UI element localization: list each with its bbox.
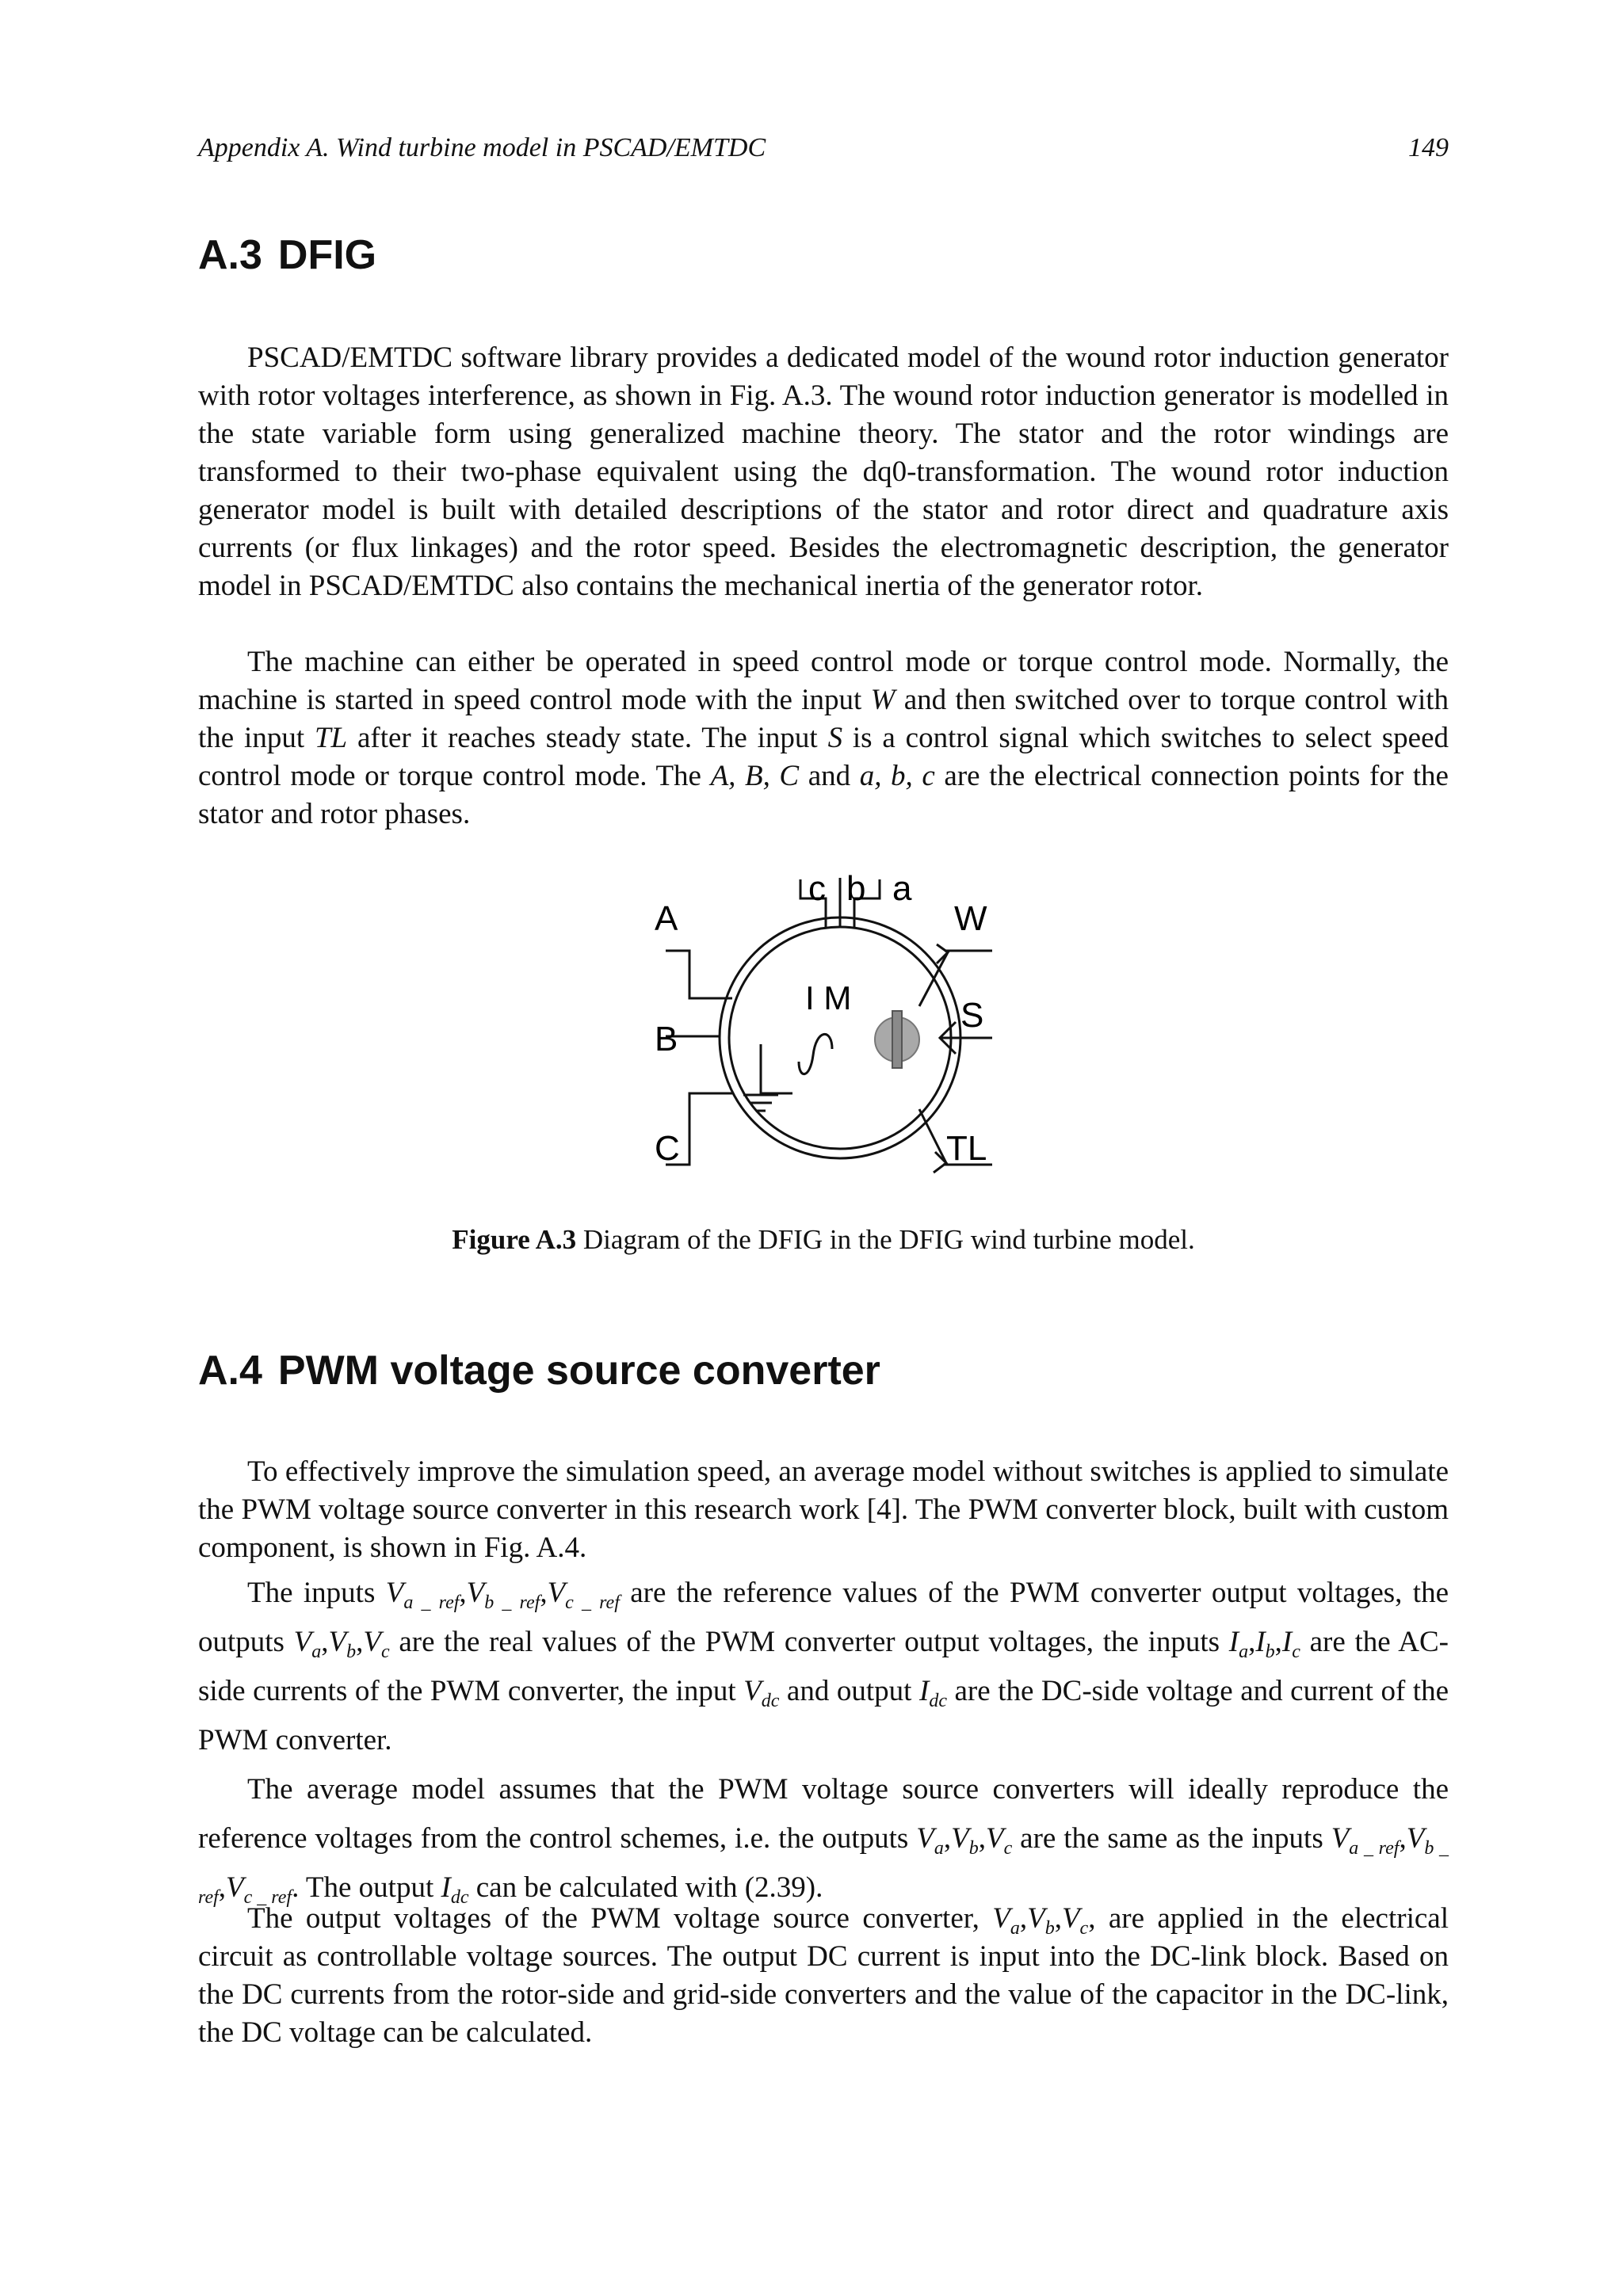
math-var: V: [466, 1577, 485, 1609]
figure-caption: [198, 1224, 1449, 1256]
comma: ,: [356, 1626, 364, 1658]
label-TL: TL: [946, 1129, 987, 1168]
text-run: The machine can either be operated in speed control mode or torque control mode. Normally, the machine is started in speed control mode with the input: [198, 646, 1449, 716]
subscript: a: [311, 1642, 322, 1662]
math-var: V: [363, 1626, 381, 1658]
subscript: a _ ref: [1349, 1838, 1400, 1859]
subscript: b _ ref: [484, 1592, 540, 1613]
comma: ,: [943, 1822, 952, 1855]
math-var: I: [1255, 1626, 1266, 1658]
math-var: I: [918, 1675, 930, 1707]
text-run: can be calculated with (2.39).: [468, 1871, 823, 1904]
label-rotor-b: b: [846, 871, 866, 908]
paragraph-a4-4: [198, 1900, 1449, 2052]
label-W: W: [954, 899, 987, 938]
page-number: 149: [1408, 133, 1449, 162]
math-var: V: [328, 1626, 347, 1658]
text-run: and then switched over to torque control with the input: [198, 684, 1449, 754]
text-run: is a control signal which switches to select speed control mode or torque control mode. The: [198, 722, 1449, 792]
subscript: a: [1010, 1918, 1020, 1939]
subscript: c _ ref: [243, 1887, 292, 1908]
paragraph-a4-1: To effectively improve the simulation speed, an average model without switches is applied to simulate the PWM voltage source converter in this research work [4]. The PWM converter block, built with custom component, is shown in Fig. A.4.: [198, 1455, 1449, 1564]
text-run: are the AC-side currents of the PWM converter, the input: [198, 1626, 1449, 1707]
section-number: A.3: [198, 232, 262, 278]
subscript: c: [380, 1642, 390, 1662]
math-symbol: TL: [314, 722, 348, 754]
subscript: b: [346, 1642, 357, 1662]
label-B: B: [655, 1020, 678, 1058]
text-run: and output: [779, 1675, 919, 1707]
ground-icon: [761, 1044, 792, 1093]
text-run: The average model assumes that the PWM voltage source converters will ideally reproduce the reference voltages from the control schemes, i.e. the outputs: [198, 1773, 1449, 1855]
comma: ,: [321, 1626, 329, 1658]
math-var: V: [985, 1822, 1004, 1855]
text-run: are the real values of the PWM converter output voltages, the inputs: [389, 1626, 1229, 1658]
text-run: , are applied in the electrical circuit as controllable voltage sources. The output DC current is input into the DC-link block. Based on the DC currents from the rotor-side and grid-side converters and the value of the capacitor in the DC-link, the DC voltage can be calculated.: [198, 1902, 1449, 2049]
label-rotor-a: a: [892, 871, 912, 908]
section-number: A.4: [198, 1348, 262, 1394]
comma: ,: [1399, 1822, 1407, 1855]
math-var: V: [226, 1871, 244, 1904]
text-run: and: [799, 760, 860, 792]
math-var: V: [1027, 1902, 1045, 1935]
paragraph-a4-3: [198, 1765, 1449, 1913]
subscript: a _ ref: [403, 1592, 460, 1613]
math-var: V: [293, 1626, 312, 1658]
running-title: Appendix A. Wind turbine model in PSCAD/EMTDC: [198, 133, 766, 162]
math-var: V: [385, 1577, 404, 1609]
subscript: c: [1079, 1918, 1089, 1939]
math-var: V: [916, 1822, 934, 1855]
math-var: V: [992, 1902, 1010, 1935]
text-run: . The output: [292, 1871, 441, 1904]
subscript: b _ ref: [198, 1838, 1449, 1908]
label-A: A: [655, 899, 678, 938]
subscript: b: [1265, 1642, 1275, 1662]
ac-sine-icon: [799, 1034, 832, 1074]
text-run: are the electrical connection points for the stator and rotor phases.: [198, 760, 1449, 830]
text-run: The inputs: [247, 1577, 386, 1609]
math-symbol: a, b, c: [859, 760, 935, 792]
text-run: after it reaches steady state. The input: [347, 722, 828, 754]
paragraph-a3-2: [198, 643, 1449, 833]
label-IM: I M: [805, 979, 852, 1016]
comma: ,: [459, 1577, 467, 1609]
text-run: are the DC-side voltage and current of the PWM converter.: [198, 1675, 1449, 1756]
machine-outer-circle: [720, 917, 960, 1158]
paragraph-a3-1: PSCAD/EMTDC software library provides a dedicated model of the wound rotor induction generator with rotor voltages interference, as shown in Fig. A.3. The wound rotor induction generator is modelled in the state variable form using generalized machine theory. The stator and the rotor windings are transformed to their two-phase equivalent using the dq0-transformation. The wound rotor induction generator model is built with detailed descriptions of the stator and rotor direct and quadrature axis currents (or flux linkages) and the rotor speed. Besides the electromagnetic description, the generator model in PSCAD/EMTDC also contains the mechanical inertia of the generator rotor.: [198, 341, 1449, 602]
subscript: c _ ref: [565, 1592, 620, 1613]
math-var: V: [1331, 1822, 1350, 1855]
section-title: DFIG: [277, 232, 377, 278]
subscript: c: [1292, 1642, 1300, 1662]
comma: ,: [540, 1577, 548, 1609]
subscript: a: [934, 1838, 944, 1859]
input-tl-line: [919, 1109, 946, 1163]
text-run: The output voltages of the PWM voltage source converter,: [247, 1902, 993, 1935]
label-S: S: [960, 996, 984, 1035]
text-run: are the same as the inputs: [1012, 1822, 1331, 1855]
comma: ,: [1248, 1626, 1256, 1658]
math-var: V: [743, 1675, 762, 1707]
comma: ,: [1274, 1626, 1282, 1658]
math-var: V: [1061, 1902, 1080, 1935]
rotor-shaft-bar: [892, 1011, 902, 1068]
subscript: dc: [450, 1887, 469, 1908]
input-tl-arrow: [934, 1152, 946, 1173]
label-C: C: [655, 1129, 680, 1168]
label-rotor-c: c: [808, 871, 826, 908]
math-var: V: [1406, 1822, 1425, 1855]
math-var: I: [1281, 1626, 1293, 1658]
caption-label: Figure A.3: [452, 1224, 577, 1255]
comma: ,: [1019, 1902, 1028, 1935]
math-var: I: [441, 1871, 451, 1904]
comma: ,: [978, 1822, 986, 1855]
subscript: a: [1239, 1642, 1249, 1662]
math-symbol: A, B, C: [710, 760, 800, 792]
math-symbol: W: [870, 684, 896, 716]
paragraph-a4-2: [198, 1569, 1449, 1765]
section-heading-a3: [198, 231, 376, 279]
subscript: b: [968, 1838, 979, 1859]
math-symbol: S: [827, 722, 843, 754]
dfig-diagram: [642, 871, 1006, 1188]
comma: ,: [1054, 1902, 1062, 1935]
text-run: are the reference values of the PWM converter output voltages, the outputs: [198, 1577, 1449, 1658]
section-title: PWM voltage source converter: [277, 1348, 880, 1394]
caption-text: Diagram of the DFIG in the DFIG wind turbine model.: [576, 1224, 1195, 1255]
comma: ,: [218, 1871, 227, 1904]
math-var: V: [951, 1822, 969, 1855]
math-var: I: [1228, 1626, 1239, 1658]
running-header: [198, 133, 1449, 163]
section-heading-a4: [198, 1347, 880, 1394]
subscript: dc: [929, 1691, 947, 1711]
subscript: c: [1003, 1838, 1013, 1859]
math-var: V: [547, 1577, 566, 1609]
terminal-a-wire: [666, 951, 732, 998]
subscript: dc: [761, 1691, 780, 1711]
subscript: b: [1044, 1918, 1055, 1939]
